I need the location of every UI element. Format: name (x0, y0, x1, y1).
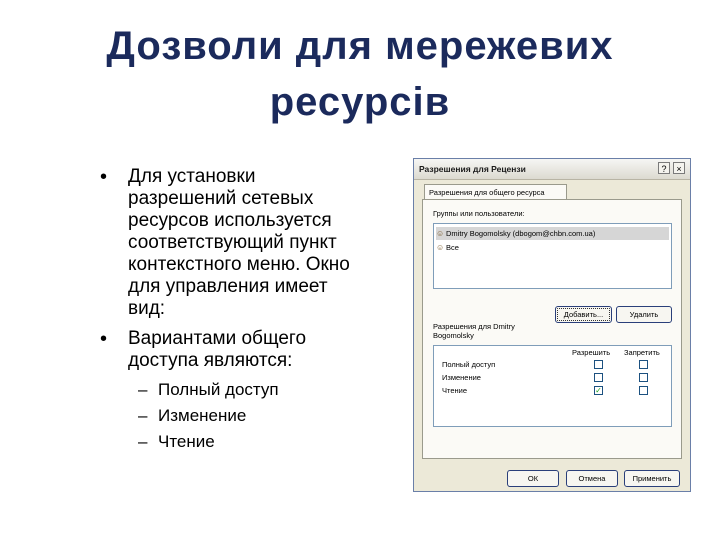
group-icon: ☺ (436, 243, 445, 252)
list-item[interactable] (436, 241, 669, 254)
remove-button[interactable]: Удалить (616, 306, 672, 323)
list-item[interactable] (436, 227, 669, 240)
sub-item (100, 380, 400, 400)
slide-title (40, 18, 680, 130)
slide-title-line-1: Дозволи для мережевих (106, 24, 614, 68)
bullet-item (100, 328, 400, 372)
permissions-dialog (413, 158, 691, 492)
close-button[interactable]: × (673, 162, 685, 174)
tab-panel (422, 199, 682, 459)
read-allow-checkbox[interactable]: ✓ (595, 386, 602, 395)
dialog-title: Разрешения для Рецензи (419, 164, 526, 174)
tab-share-permissions[interactable]: Разрешения для общего ресурса (424, 184, 567, 200)
change-allow-checkbox[interactable] (594, 373, 603, 382)
sub-item-label: Полный доступ (158, 380, 279, 399)
permissions-table (433, 345, 672, 427)
bullet-line: разрешений сетевых (128, 188, 314, 209)
perm-label-line-1: Разрешения для Dmitry (433, 322, 515, 331)
bullet-dot-icon: • (100, 328, 108, 350)
dash-icon: – (138, 406, 148, 425)
groups-label: Группы или пользователи: (433, 209, 525, 218)
column-deny: Запретить (624, 348, 660, 357)
apply-button[interactable]: Применить (624, 470, 680, 487)
bullet-line: для управления имеет (128, 276, 328, 297)
full-access-deny-checkbox[interactable] (639, 360, 648, 369)
read-deny-checkbox[interactable] (639, 386, 648, 395)
perm-label-line-2: Bogomolsky (433, 331, 474, 340)
ok-button[interactable]: ОК (507, 470, 559, 487)
change-deny-checkbox[interactable] (639, 373, 648, 382)
column-allow: Разрешить (572, 348, 611, 357)
user-icon: ☺ (436, 229, 445, 238)
bullet-item (100, 166, 400, 320)
cancel-button[interactable]: Отмена (566, 470, 618, 487)
sub-item-label: Чтение (158, 432, 215, 451)
sub-item (100, 432, 400, 452)
sub-item-label: Изменение (158, 406, 247, 425)
user-name: Все (446, 243, 459, 252)
help-button[interactable]: ? (658, 162, 670, 174)
bullet-list (100, 166, 400, 458)
sub-item (100, 406, 400, 426)
dialog-titlebar[interactable] (414, 159, 690, 180)
perm-full-access: Полный доступ (442, 360, 496, 369)
add-button[interactable]: Добавить... (555, 306, 612, 323)
bullet-dot-icon: • (100, 166, 108, 188)
bullet-line: Вариантами общего (128, 328, 307, 349)
perm-change: Изменение (442, 373, 481, 382)
full-access-allow-checkbox[interactable] (594, 360, 603, 369)
dash-icon: – (138, 432, 148, 451)
bullet-line: контекстного меню. Окно (128, 254, 350, 275)
user-name: Dmitry Bogomolsky (dbogom@chbn.com.ua) (446, 229, 596, 238)
bullet-line: Для установки (128, 166, 256, 187)
slide-title-line-2: ресурсів (269, 80, 451, 124)
bullet-line: доступа являются: (128, 350, 293, 371)
bullet-line: ресурсов используется (128, 210, 332, 231)
bullet-line: вид: (128, 298, 166, 319)
dash-icon: – (138, 380, 148, 399)
users-list[interactable] (433, 223, 672, 289)
bullet-line: соответствующий пункт (128, 232, 337, 253)
perm-read: Чтение (442, 386, 468, 395)
